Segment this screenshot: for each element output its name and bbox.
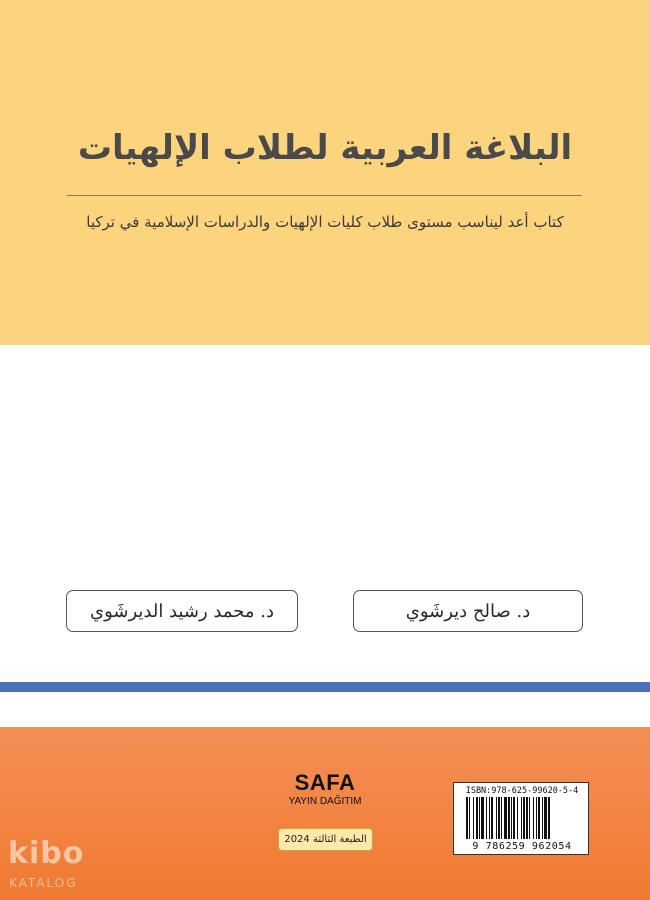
isbn-label: ISBN:978-625-99620-5-4 [465,786,579,796]
barcode-bars [466,797,578,839]
author-box-2: د. محمد رشيد الديرشَوي [66,590,298,632]
author-box-1: د. صالح ديرشَوي [353,590,583,632]
cover-top-band [0,0,650,345]
book-title: البلاغة العربية لطلاب الإلهيات [77,128,573,168]
kibo-logo: kibo [8,836,85,871]
kibo-katalog-text: KATALOG [9,876,78,890]
barcode-digits: 9 786259 962054 [472,841,572,852]
publisher-subtitle: YAYIN DAĞITIM [288,796,362,807]
publisher-name: SAFA [294,770,356,795]
edition-badge: الطبعة الثالثة 2024 [278,828,373,851]
book-subtitle: كتاب أعد ليناسب مستوى طلاب كليات الإلهيات والدراسات الإسلامية في تركيا [86,213,564,231]
barcode [453,782,589,855]
faint-mark: · [160,293,162,299]
title-divider [67,195,582,196]
blue-stripe [0,682,650,692]
